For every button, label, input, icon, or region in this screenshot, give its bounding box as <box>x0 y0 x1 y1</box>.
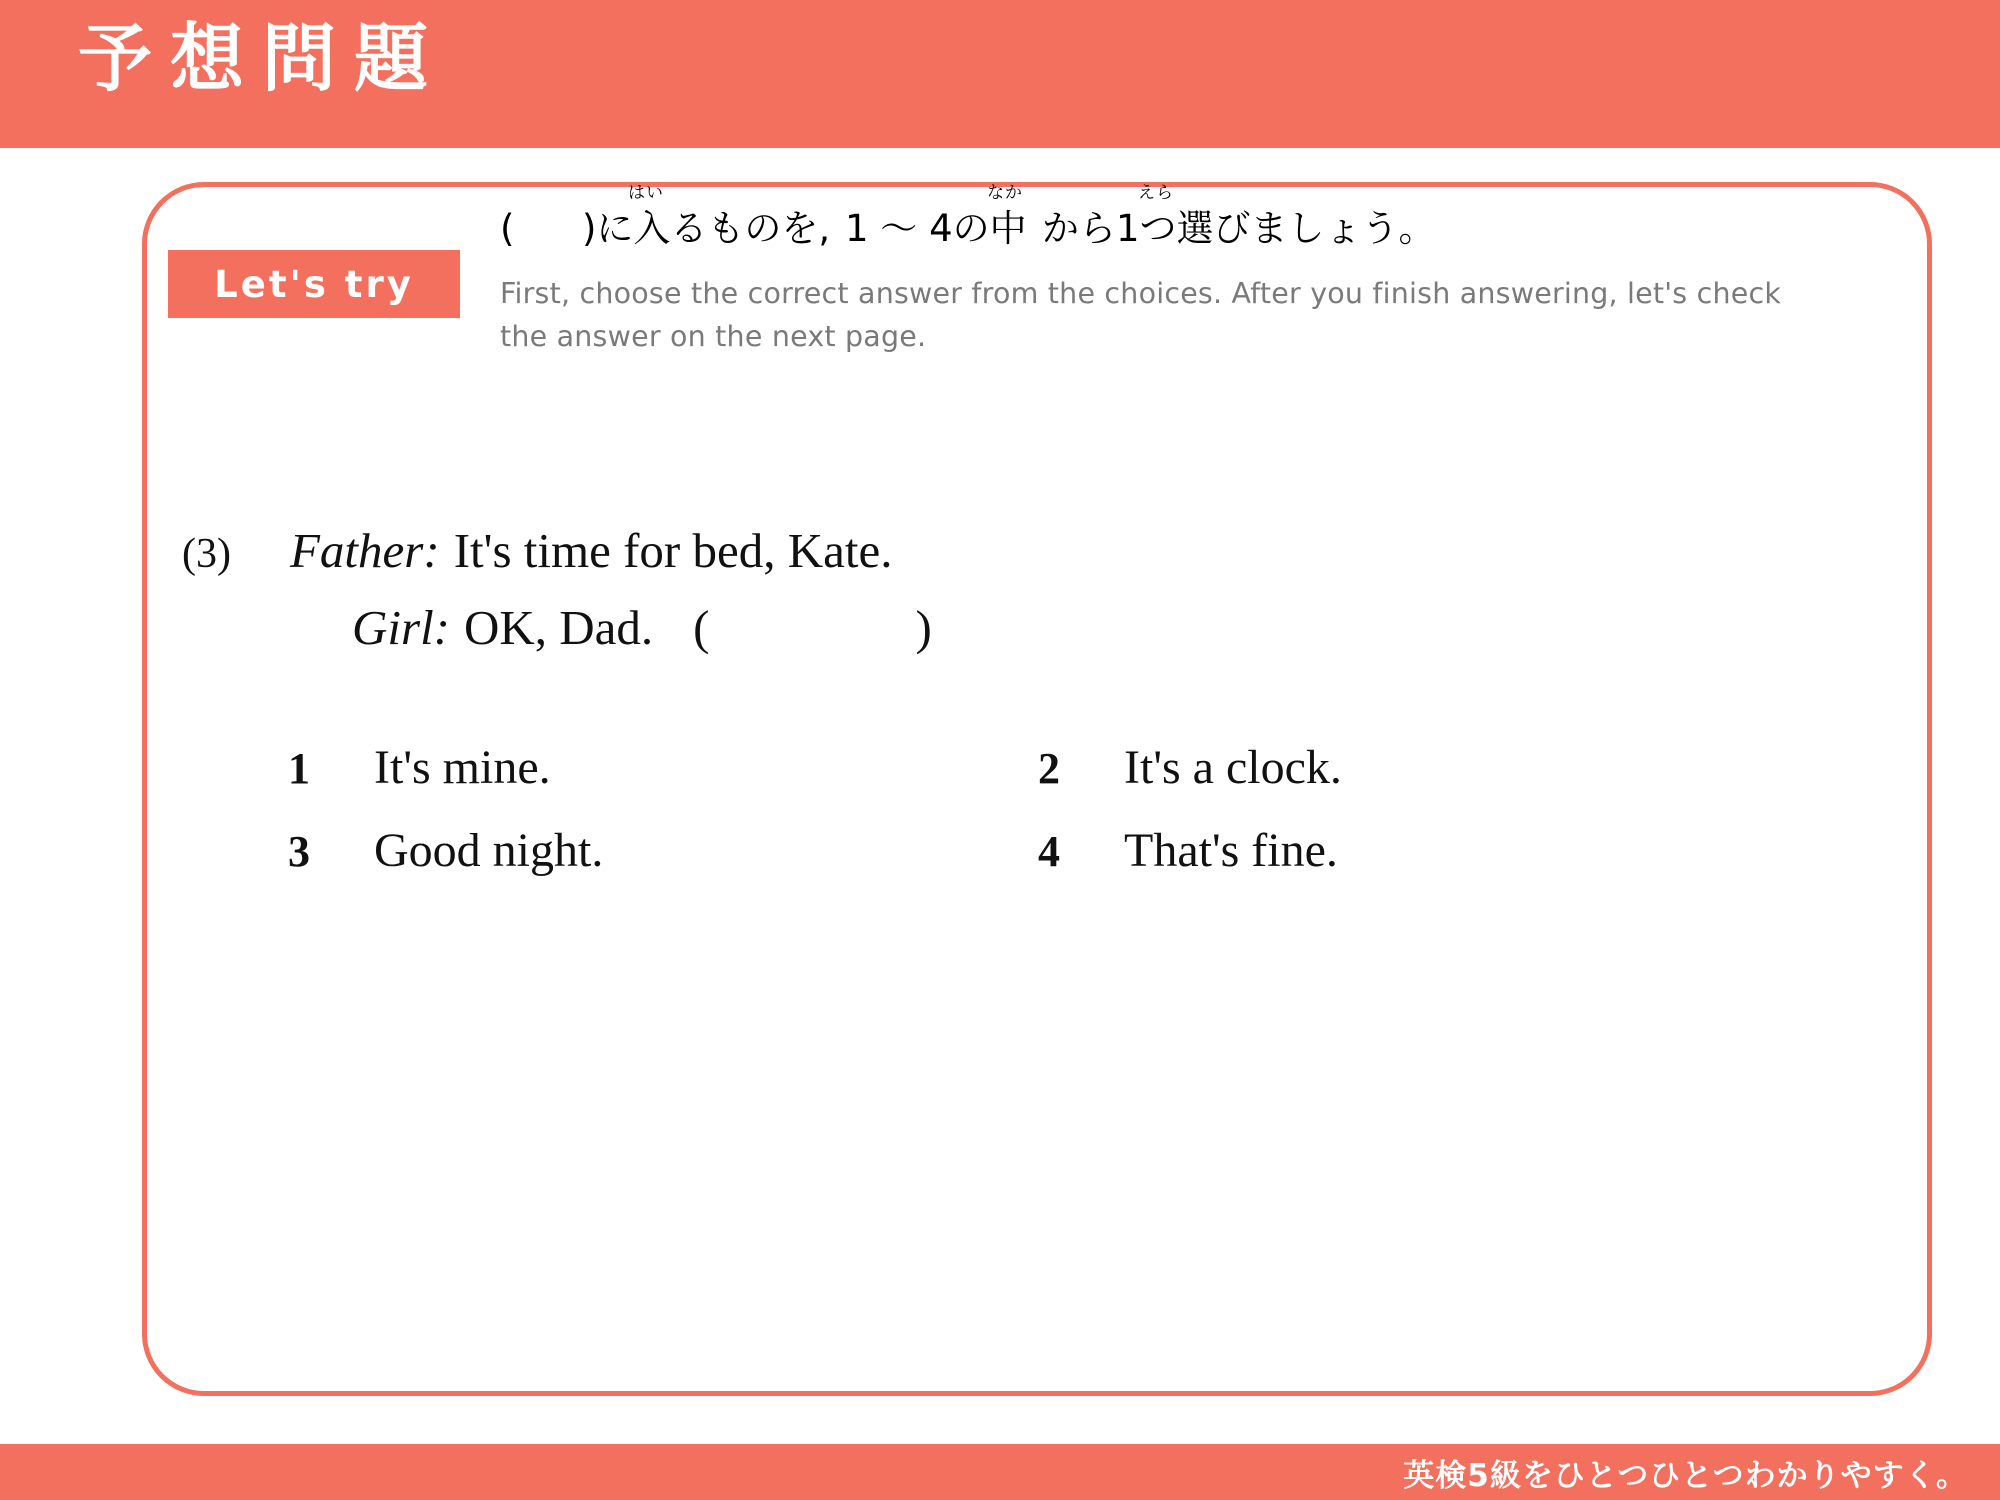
choice-label: It's mine. <box>374 741 551 794</box>
choice-option-1[interactable] <box>288 740 1038 795</box>
choice-label: That's fine. <box>1124 824 1338 877</box>
furigana-hai: はい <box>628 183 664 203</box>
choice-option-2[interactable] <box>1038 740 1788 795</box>
footer-series-title: 英検5級をひとつひとつわかりやすく。 <box>1403 1458 1968 1494</box>
speaker-father: Father: <box>290 523 440 578</box>
question-line-1-text: It's time for bed, Kate. <box>453 523 893 578</box>
footer-bar <box>0 1444 2000 1500</box>
choice-number: 2 <box>1038 744 1060 793</box>
question-line-2-text: OK, Dad. <box>464 599 654 655</box>
instructions-block <box>500 183 1830 359</box>
jp-instruction-part2: )に入るものを, <box>582 207 831 250</box>
jp-instruction-part1: ( <box>500 207 515 250</box>
english-instruction: First, choose the correct answer from the choices. After you finish answering, let's check the answer on the next page. <box>500 277 1782 354</box>
choice-row <box>288 823 1788 878</box>
choices-list <box>288 740 1788 906</box>
choice-label: Good night. <box>374 824 604 877</box>
choice-number: 3 <box>288 827 310 876</box>
answer-blank: ( ) <box>693 599 934 655</box>
speaker-girl: Girl: <box>352 599 450 655</box>
choice-number: 1 <box>288 744 310 793</box>
japanese-instruction <box>500 183 1830 254</box>
header-bar <box>0 0 2000 148</box>
choice-row <box>288 740 1788 795</box>
lets-try-badge: Let's try <box>168 250 460 318</box>
choice-label: It's a clock. <box>1124 741 1342 794</box>
furigana-era: えら <box>1138 183 1174 203</box>
jp-instruction-part4: から1つ選びましょう。 <box>1042 207 1436 250</box>
furigana-naka: なか <box>987 183 1023 203</box>
jp-instruction-part3: 1 ～ 4の中 <box>845 207 1027 250</box>
page-title: 予想問題 <box>78 16 446 102</box>
question-number: (3) <box>182 531 231 577</box>
choice-option-3[interactable] <box>288 823 1038 878</box>
choice-number: 4 <box>1038 827 1060 876</box>
choice-option-4[interactable] <box>1038 823 1788 878</box>
question-block <box>182 520 1782 659</box>
question-line-1 <box>182 520 1782 583</box>
question-line-2 <box>182 597 1782 660</box>
